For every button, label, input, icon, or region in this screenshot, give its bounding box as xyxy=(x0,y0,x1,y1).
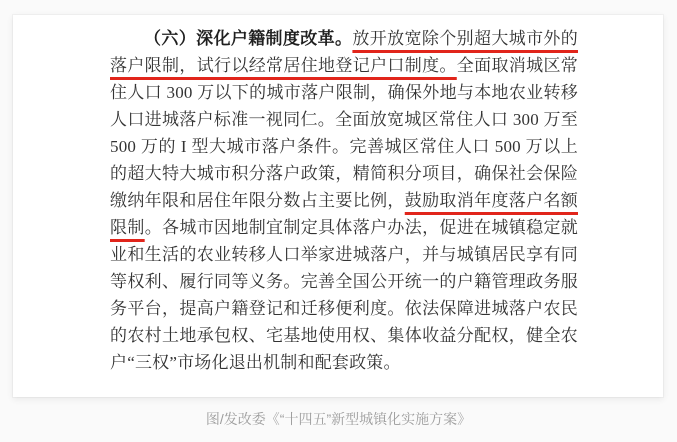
policy-paragraph xyxy=(110,25,578,376)
text-segment: 。各城市因地制宜制定具体落户办法，促进在城镇稳定就业和生活的农业转移人口举家进城落户，并与城镇居民享有同等权利、履行同等义务。完善全国公开统一的户籍管理政务服务平台，提高户籍登记和迁移便利度。依法保障进城落户农民的农村土地承包权、宅基地使用权、集体收益分配权，健全农户“三权”市场化退出机制和配套政策。 xyxy=(110,218,579,372)
underlined-text-segment: 放开放宽除个别超大城市外的落户限制，试行以经常居住地登记户口制度。 xyxy=(110,29,578,75)
text-segment: 全面取消城区常住人口 300 万以下的城市落户限制，确保外地与本地农业转移人口进城落户标准一视同仁。全面放宽城区常住人口 300 万至 500 万的 I 型大城市落户条件。完善城区常住人口 500 万以上的超大特大城市积分落户政策，精简积分项目，确保社会保险缴纳年限和居住年限分数占主要比例， xyxy=(110,56,578,210)
figure-caption: 图/发改委《“十四五”新型城镇化实施方案》 xyxy=(205,411,472,427)
underlined-text-segment: 鼓励取消年度落户名额限制 xyxy=(110,191,578,237)
policy-document-image xyxy=(13,15,663,397)
section-heading-segment: （六）深化户籍制度改革。 xyxy=(144,29,353,48)
policy-document-text xyxy=(110,25,578,376)
